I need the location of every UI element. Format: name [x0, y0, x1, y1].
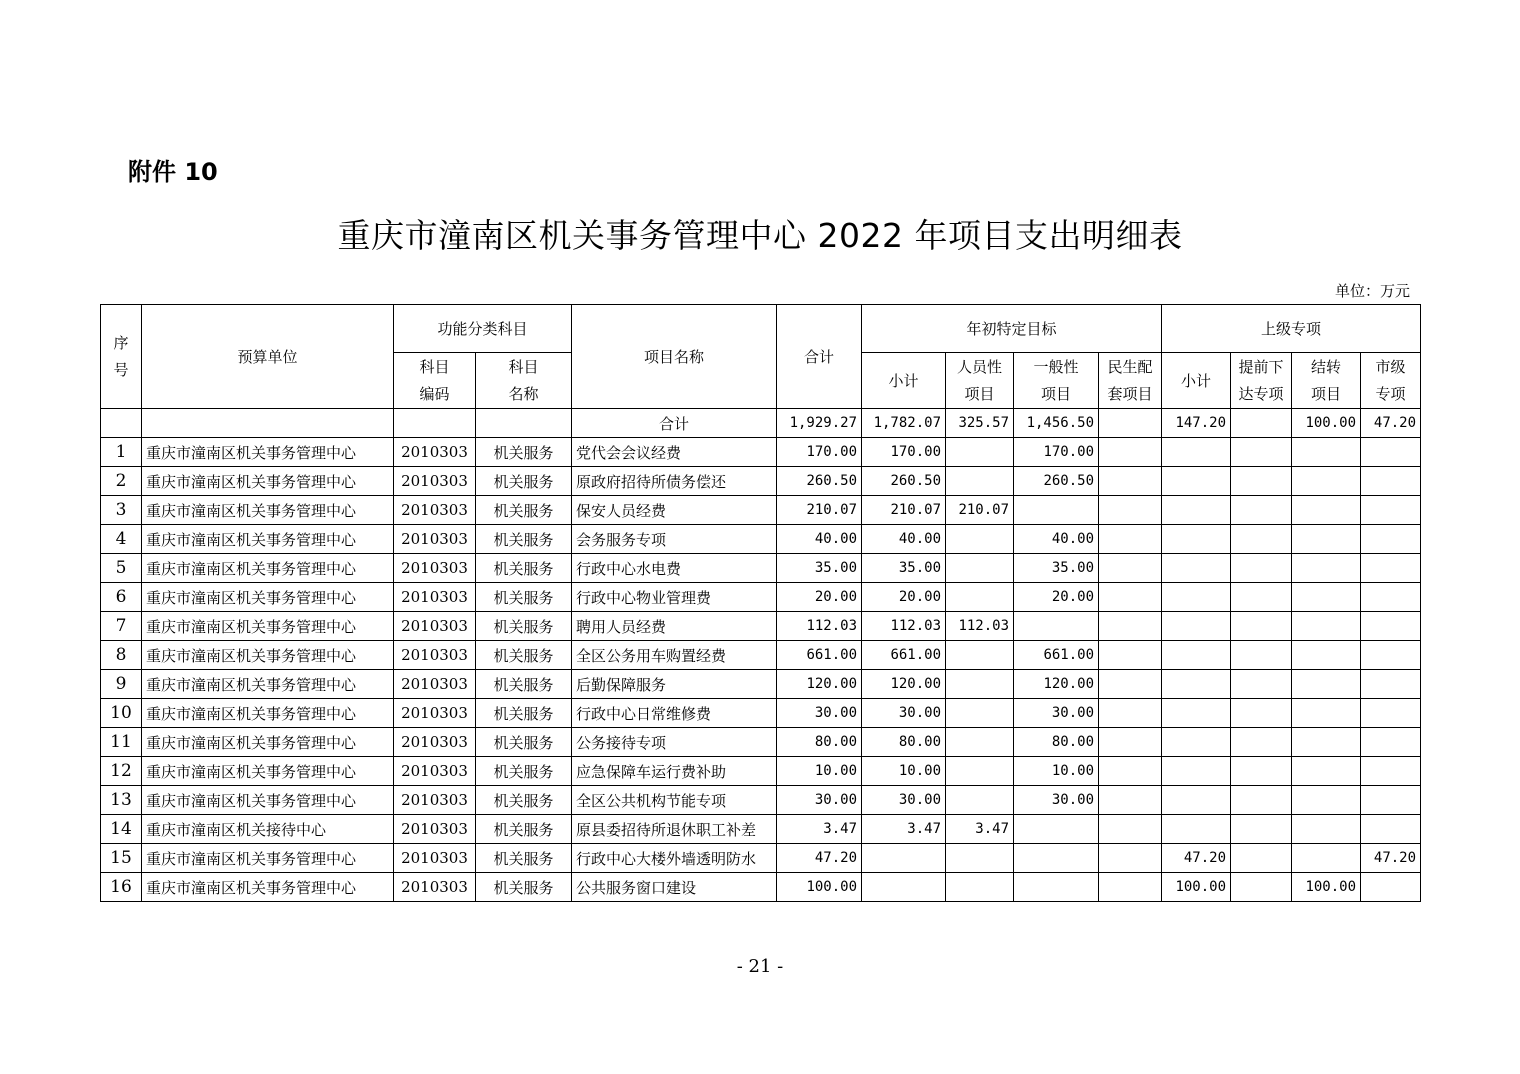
cell-seq: 7 [101, 612, 142, 641]
table-row [101, 728, 1421, 757]
cell-general: 260.50 [1014, 467, 1099, 496]
table-row [101, 786, 1421, 815]
cell-project: 后勤保障服务 [572, 670, 777, 699]
cell-project: 公共服务窗口建设 [572, 873, 777, 902]
cell-sup-subtotal [1162, 554, 1231, 583]
cell-livelihood [1099, 873, 1162, 902]
cell-city: 47.20 [1361, 844, 1421, 873]
cell-subtotal: 35.00 [862, 554, 946, 583]
table-row [101, 670, 1421, 699]
header-function-category: 功能分类科目 [394, 305, 572, 353]
page-number: - 21 - [736, 956, 784, 977]
cell-personnel [946, 728, 1014, 757]
cell-livelihood [1099, 757, 1162, 786]
header-superior-subtotal: 小计 [1162, 353, 1231, 409]
cell-livelihood [1099, 641, 1162, 670]
total-row-livelihood [1099, 409, 1162, 438]
header-livelihood: 民生配 套项目 [1099, 353, 1162, 409]
cell-seq: 10 [101, 699, 142, 728]
cell-city [1361, 757, 1421, 786]
total-row-superior-subtotal: 147.20 [1162, 409, 1231, 438]
cell-project: 行政中心物业管理费 [572, 583, 777, 612]
cell-city [1361, 496, 1421, 525]
cell-sup-subtotal: 47.20 [1162, 844, 1231, 873]
cell-subject: 机关服务 [476, 873, 572, 902]
cell-seq: 1 [101, 438, 142, 467]
cell-subtotal: 3.47 [862, 815, 946, 844]
cell-project: 行政中心日常维修费 [572, 699, 777, 728]
cell-subject: 机关服务 [476, 786, 572, 815]
cell-city [1361, 554, 1421, 583]
table-row [101, 699, 1421, 728]
cell-total: 260.50 [777, 467, 862, 496]
cell-total: 10.00 [777, 757, 862, 786]
cell-sup-subtotal [1162, 467, 1231, 496]
cell-project: 公务接待专项 [572, 728, 777, 757]
cell-personnel: 3.47 [946, 815, 1014, 844]
cell-general: 30.00 [1014, 699, 1099, 728]
cell-livelihood [1099, 612, 1162, 641]
cell-subject: 机关服务 [476, 525, 572, 554]
cell-sup-subtotal [1162, 728, 1231, 757]
cell-carryover [1292, 786, 1361, 815]
table-row [101, 844, 1421, 873]
header-advance: 提前下 达专项 [1231, 353, 1292, 409]
cell-unit: 重庆市潼南区机关事务管理中心 [142, 583, 394, 612]
cell-personnel [946, 467, 1014, 496]
cell-personnel [946, 873, 1014, 902]
cell-general: 80.00 [1014, 728, 1099, 757]
cell-total: 30.00 [777, 786, 862, 815]
cell-personnel [946, 786, 1014, 815]
total-row-total: 1,929.27 [777, 409, 862, 438]
cell-personnel [946, 699, 1014, 728]
table-row [101, 438, 1421, 467]
cell-total: 3.47 [777, 815, 862, 844]
table-row [101, 496, 1421, 525]
cell-total: 170.00 [777, 438, 862, 467]
unit-label: 单位：万元 [1334, 282, 1410, 300]
total-row-label: 合计 [572, 409, 777, 438]
cell-subject: 机关服务 [476, 728, 572, 757]
cell-unit: 重庆市潼南区机关事务管理中心 [142, 554, 394, 583]
cell-personnel [946, 757, 1014, 786]
cell-livelihood [1099, 815, 1162, 844]
cell-project: 原县委招待所退休职工补差 [572, 815, 777, 844]
cell-subject: 机关服务 [476, 612, 572, 641]
cell-project: 应急保障车运行费补助 [572, 757, 777, 786]
project-expenditure-table [100, 304, 1421, 902]
cell-sup-subtotal [1162, 786, 1231, 815]
cell-code: 2010303 [394, 844, 476, 873]
cell-livelihood [1099, 467, 1162, 496]
cell-general [1014, 873, 1099, 902]
total-row-personnel: 325.57 [946, 409, 1014, 438]
table-row [101, 554, 1421, 583]
header-total: 合计 [777, 305, 862, 409]
cell-advance [1231, 873, 1292, 902]
cell-city [1361, 467, 1421, 496]
cell-subject: 机关服务 [476, 641, 572, 670]
cell-unit: 重庆市潼南区机关事务管理中心 [142, 786, 394, 815]
cell-carryover [1292, 815, 1361, 844]
cell-city [1361, 815, 1421, 844]
cell-personnel [946, 670, 1014, 699]
cell-livelihood [1099, 583, 1162, 612]
cell-subtotal: 20.00 [862, 583, 946, 612]
cell-unit: 重庆市潼南区机关事务管理中心 [142, 525, 394, 554]
cell-general [1014, 496, 1099, 525]
cell-subtotal: 40.00 [862, 525, 946, 554]
header-subject-name: 科目 名称 [476, 353, 572, 409]
cell-subtotal: 30.00 [862, 699, 946, 728]
cell-subject: 机关服务 [476, 844, 572, 873]
cell-livelihood [1099, 670, 1162, 699]
cell-advance [1231, 728, 1292, 757]
cell-carryover [1292, 525, 1361, 554]
cell-subject: 机关服务 [476, 467, 572, 496]
cell-unit: 重庆市潼南区机关事务管理中心 [142, 844, 394, 873]
cell-subtotal [862, 873, 946, 902]
cell-code: 2010303 [394, 873, 476, 902]
cell-sup-subtotal: 100.00 [1162, 873, 1231, 902]
cell-general: 661.00 [1014, 641, 1099, 670]
cell-code: 2010303 [394, 467, 476, 496]
cell-total: 20.00 [777, 583, 862, 612]
cell-personnel [946, 554, 1014, 583]
cell-advance [1231, 525, 1292, 554]
cell-code: 2010303 [394, 670, 476, 699]
cell-unit: 重庆市潼南区机关事务管理中心 [142, 699, 394, 728]
cell-sup-subtotal [1162, 583, 1231, 612]
header-personnel: 人员性 项目 [946, 353, 1014, 409]
cell-livelihood [1099, 496, 1162, 525]
cell-subtotal: 10.00 [862, 757, 946, 786]
cell-advance [1231, 467, 1292, 496]
cell-total: 80.00 [777, 728, 862, 757]
cell-general: 40.00 [1014, 525, 1099, 554]
cell-subtotal [862, 844, 946, 873]
cell-sup-subtotal [1162, 670, 1231, 699]
cell-subtotal: 661.00 [862, 641, 946, 670]
cell-city [1361, 612, 1421, 641]
cell-total: 100.00 [777, 873, 862, 902]
cell-unit: 重庆市潼南区机关事务管理中心 [142, 438, 394, 467]
cell-carryover [1292, 641, 1361, 670]
cell-subject: 机关服务 [476, 496, 572, 525]
cell-city [1361, 873, 1421, 902]
cell-advance [1231, 815, 1292, 844]
table-row [101, 612, 1421, 641]
cell-subject: 机关服务 [476, 438, 572, 467]
cell-city [1361, 786, 1421, 815]
cell-livelihood [1099, 786, 1162, 815]
cell-unit: 重庆市潼南区机关事务管理中心 [142, 496, 394, 525]
cell-personnel [946, 844, 1014, 873]
cell-code: 2010303 [394, 583, 476, 612]
cell-seq: 3 [101, 496, 142, 525]
cell-city [1361, 583, 1421, 612]
cell-subtotal: 112.03 [862, 612, 946, 641]
cell-personnel [946, 583, 1014, 612]
cell-project: 全区公共机构节能专项 [572, 786, 777, 815]
cell-carryover [1292, 670, 1361, 699]
cell-carryover [1292, 438, 1361, 467]
cell-livelihood [1099, 554, 1162, 583]
total-row-advance [1231, 409, 1292, 438]
cell-personnel [946, 641, 1014, 670]
cell-sup-subtotal [1162, 438, 1231, 467]
cell-unit: 重庆市潼南区机关事务管理中心 [142, 728, 394, 757]
cell-subject: 机关服务 [476, 699, 572, 728]
table-row [101, 641, 1421, 670]
cell-city [1361, 699, 1421, 728]
header-general: 一般性 项目 [1014, 353, 1099, 409]
cell-project: 会务服务专项 [572, 525, 777, 554]
cell-project: 全区公务用车购置经费 [572, 641, 777, 670]
header-city: 市级 专项 [1361, 353, 1421, 409]
cell-general: 120.00 [1014, 670, 1099, 699]
cell-city [1361, 641, 1421, 670]
cell-sup-subtotal [1162, 525, 1231, 554]
cell-seq: 8 [101, 641, 142, 670]
cell-personnel: 112.03 [946, 612, 1014, 641]
cell-city [1361, 670, 1421, 699]
cell-advance [1231, 670, 1292, 699]
cell-subtotal: 260.50 [862, 467, 946, 496]
total-row [101, 409, 1421, 438]
cell-unit: 重庆市潼南区机关事务管理中心 [142, 612, 394, 641]
cell-carryover [1292, 757, 1361, 786]
cell-unit: 重庆市潼南区机关接待中心 [142, 815, 394, 844]
cell-sup-subtotal [1162, 757, 1231, 786]
cell-project: 党代会会议经费 [572, 438, 777, 467]
cell-code: 2010303 [394, 728, 476, 757]
cell-seq: 2 [101, 467, 142, 496]
cell-carryover: 100.00 [1292, 873, 1361, 902]
cell-code: 2010303 [394, 815, 476, 844]
cell-advance [1231, 554, 1292, 583]
header-subtotal: 小计 [862, 353, 946, 409]
cell-subject: 机关服务 [476, 815, 572, 844]
cell-livelihood [1099, 699, 1162, 728]
cell-subtotal: 210.07 [862, 496, 946, 525]
cell-city [1361, 728, 1421, 757]
table-row [101, 583, 1421, 612]
cell-general: 30.00 [1014, 786, 1099, 815]
header-seq: 序 号 [101, 305, 142, 409]
cell-sup-subtotal [1162, 496, 1231, 525]
cell-general: 10.00 [1014, 757, 1099, 786]
cell-city [1361, 525, 1421, 554]
cell-carryover [1292, 699, 1361, 728]
cell-total: 112.03 [777, 612, 862, 641]
cell-total: 210.07 [777, 496, 862, 525]
cell-code: 2010303 [394, 612, 476, 641]
cell-sup-subtotal [1162, 612, 1231, 641]
cell-project: 行政中心大楼外墙透明防水 [572, 844, 777, 873]
cell-seq: 9 [101, 670, 142, 699]
cell-livelihood [1099, 525, 1162, 554]
cell-subject: 机关服务 [476, 670, 572, 699]
cell-seq: 16 [101, 873, 142, 902]
cell-advance [1231, 786, 1292, 815]
cell-carryover [1292, 467, 1361, 496]
cell-seq: 11 [101, 728, 142, 757]
cell-seq: 4 [101, 525, 142, 554]
cell-code: 2010303 [394, 496, 476, 525]
table-row [101, 525, 1421, 554]
cell-subject: 机关服务 [476, 757, 572, 786]
cell-project: 聘用人员经费 [572, 612, 777, 641]
cell-seq: 12 [101, 757, 142, 786]
cell-livelihood [1099, 728, 1162, 757]
cell-code: 2010303 [394, 525, 476, 554]
header-subject-code: 科目 编码 [394, 353, 476, 409]
cell-general: 20.00 [1014, 583, 1099, 612]
header-superior: 上级专项 [1162, 305, 1421, 353]
total-row-subtotal: 1,782.07 [862, 409, 946, 438]
cell-project: 原政府招待所债务偿还 [572, 467, 777, 496]
header-budget-unit: 预算单位 [142, 305, 394, 409]
cell-unit: 重庆市潼南区机关事务管理中心 [142, 757, 394, 786]
cell-code: 2010303 [394, 641, 476, 670]
cell-advance [1231, 699, 1292, 728]
cell-seq: 15 [101, 844, 142, 873]
cell-advance [1231, 438, 1292, 467]
cell-carryover [1292, 583, 1361, 612]
cell-total: 661.00 [777, 641, 862, 670]
cell-advance [1231, 612, 1292, 641]
header-carryover: 结转 项目 [1292, 353, 1361, 409]
cell-unit: 重庆市潼南区机关事务管理中心 [142, 641, 394, 670]
cell-personnel: 210.07 [946, 496, 1014, 525]
cell-advance [1231, 583, 1292, 612]
cell-city [1361, 438, 1421, 467]
cell-code: 2010303 [394, 699, 476, 728]
cell-code: 2010303 [394, 757, 476, 786]
table-row [101, 815, 1421, 844]
cell-subject: 机关服务 [476, 554, 572, 583]
cell-subtotal: 120.00 [862, 670, 946, 699]
header-annual-target: 年初特定目标 [862, 305, 1162, 353]
cell-total: 40.00 [777, 525, 862, 554]
attachment-label: 附件 10 [128, 158, 218, 186]
cell-total: 35.00 [777, 554, 862, 583]
cell-sup-subtotal [1162, 641, 1231, 670]
cell-advance [1231, 844, 1292, 873]
table-row [101, 467, 1421, 496]
cell-livelihood [1099, 438, 1162, 467]
cell-sup-subtotal [1162, 815, 1231, 844]
cell-general [1014, 815, 1099, 844]
cell-code: 2010303 [394, 438, 476, 467]
cell-subject: 机关服务 [476, 583, 572, 612]
cell-total: 30.00 [777, 699, 862, 728]
cell-carryover [1292, 496, 1361, 525]
cell-subtotal: 80.00 [862, 728, 946, 757]
cell-seq: 13 [101, 786, 142, 815]
cell-personnel [946, 525, 1014, 554]
cell-carryover [1292, 554, 1361, 583]
cell-advance [1231, 496, 1292, 525]
cell-general [1014, 844, 1099, 873]
total-row-city: 47.20 [1361, 409, 1421, 438]
document-title: 重庆市潼南区机关事务管理中心 2022 年项目支出明细表 [337, 216, 1183, 255]
cell-seq: 6 [101, 583, 142, 612]
cell-general [1014, 612, 1099, 641]
cell-advance [1231, 757, 1292, 786]
cell-general: 170.00 [1014, 438, 1099, 467]
cell-subtotal: 170.00 [862, 438, 946, 467]
cell-personnel [946, 438, 1014, 467]
table-row [101, 757, 1421, 786]
cell-seq: 14 [101, 815, 142, 844]
cell-total: 47.20 [777, 844, 862, 873]
cell-code: 2010303 [394, 786, 476, 815]
cell-code: 2010303 [394, 554, 476, 583]
cell-project: 行政中心水电费 [572, 554, 777, 583]
cell-livelihood [1099, 844, 1162, 873]
total-row-carryover: 100.00 [1292, 409, 1361, 438]
cell-seq: 5 [101, 554, 142, 583]
cell-carryover [1292, 844, 1361, 873]
cell-sup-subtotal [1162, 699, 1231, 728]
header-project-name: 项目名称 [572, 305, 777, 409]
cell-unit: 重庆市潼南区机关事务管理中心 [142, 467, 394, 496]
cell-carryover [1292, 728, 1361, 757]
cell-subtotal: 30.00 [862, 786, 946, 815]
total-row-general: 1,456.50 [1014, 409, 1099, 438]
cell-advance [1231, 641, 1292, 670]
cell-unit: 重庆市潼南区机关事务管理中心 [142, 670, 394, 699]
cell-project: 保安人员经费 [572, 496, 777, 525]
cell-general: 35.00 [1014, 554, 1099, 583]
cell-unit: 重庆市潼南区机关事务管理中心 [142, 873, 394, 902]
cell-carryover [1292, 612, 1361, 641]
table-row [101, 873, 1421, 902]
cell-total: 120.00 [777, 670, 862, 699]
